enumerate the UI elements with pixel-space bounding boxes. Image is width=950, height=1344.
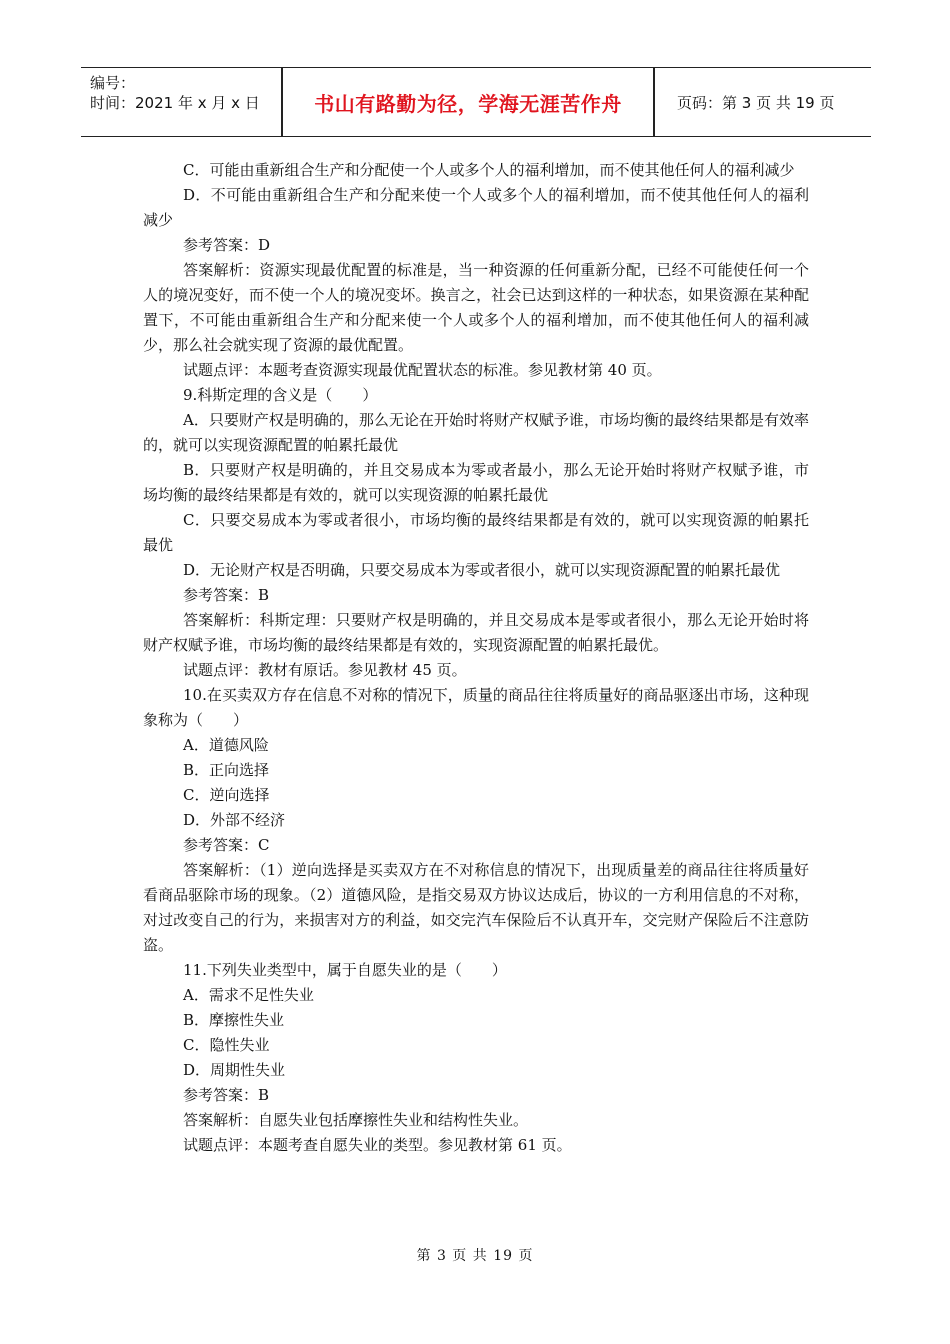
document-date: 时间：2021 年 x 月 x 日 <box>90 94 260 112</box>
header-page-code <box>665 68 871 136</box>
question-stem: 11.下列失业类型中，属于自愿失业的是（ ） <box>183 961 507 979</box>
answer-explanation: 答案解析：自愿失业包括摩擦性失业和结构性失业。 <box>183 1111 529 1129</box>
answer-explanation: 答案解析：（1）逆向选择是买卖双方在不对称信息的情况下，出现质量差的商品往往将质量好看商品驱除市场的现象。（2）道德风险，是指交易双方协议达成后，协议的一方利用信息的不对称，对过改变自己的行为，来损害对方的利益，如交完汽车保险后不认真开车，交完财产保险后不注意防盗。 <box>143 861 809 954</box>
document-body <box>143 158 809 1158</box>
document-header <box>81 67 871 137</box>
page-code-text: 页码：第 3 页 共 19 页 <box>677 93 835 112</box>
option-text: A．只要财产权是明确的，那么无论在开始时将财产权赋予谁，市场均衡的最终结果都是有效率的，就可以实现资源配置的帕累托最优 <box>143 411 809 454</box>
question-stem: 10.在买卖双方存在信息不对称的情况下，质量的商品往往将质量好的商品驱逐出市场，这种现象称为（ ） <box>143 686 809 729</box>
option-text: A．道德风险 <box>183 736 269 754</box>
option-text: B．摩擦性失业 <box>183 1011 285 1029</box>
option-text: D．不可能由重新组合生产和分配来使一个人或多个人的福利增加，而不使其他任何人的福利减少 <box>143 186 809 229</box>
option-text: D．周期性失业 <box>183 1061 286 1079</box>
question-comment: 试题点评：本题考查自愿失业的类型。参见教材第 61 页。 <box>183 1136 572 1154</box>
option-text: B．只要财产权是明确的，并且交易成本为零或者最小，那么无论开始时将财产权赋予谁，市场均衡的最终结果都是有效的，就可以实现资源的帕累托最优 <box>143 461 809 504</box>
answer-explanation: 答案解析：资源实现最优配置的标准是，当一种资源的任何重新分配，已经不可能使任何一个人的境况变好，而不使一个人的境况变坏。换言之，社会已达到这样的一种状态，如果资源在某种配置下，不可能由重新组合生产和分配来使一个人或多个人的福利增加，而不使其他任何人的福利减少，那么社会就实现了资源的最优配置。 <box>143 261 809 354</box>
option-text: A．需求不足性失业 <box>183 986 314 1004</box>
page-footer: 第 3 页 共 19 页 <box>416 1248 534 1264</box>
header-motto: 书山有路勤为径，学海无涯苦作舟 <box>314 91 622 116</box>
header-divider <box>653 68 655 136</box>
reference-answer: 参考答案：B <box>183 1086 270 1104</box>
option-text: D．无论财产权是否明确，只要交易成本为零或者很小，就可以实现资源配置的帕累托最优 <box>183 561 781 579</box>
question-stem: 9.科斯定理的含义是（ ） <box>183 386 378 404</box>
option-text: B．正向选择 <box>183 761 270 779</box>
reference-answer: 参考答案：B <box>183 586 270 604</box>
answer-explanation: 答案解析：科斯定理：只要财产权是明确的，并且交易成本是零或者很小，那么无论开始时将财产权赋予谁，市场均衡的最终结果都是有效的，实现资源配置的帕累托最优。 <box>143 611 809 654</box>
option-text: D．外部不经济 <box>183 811 286 829</box>
reference-answer: 参考答案：D <box>183 236 271 254</box>
reference-answer: 参考答案：C <box>183 836 270 854</box>
option-text: C．隐性失业 <box>183 1036 270 1054</box>
question-comment: 试题点评：教材有原话。参见教材 45 页。 <box>183 661 467 679</box>
option-text: C．只要交易成本为零或者很小，市场均衡的最终结果都是有效的，就可以实现资源的帕累托最优 <box>143 511 809 554</box>
header-meta-cell <box>81 68 281 136</box>
option-text: C．逆向选择 <box>183 786 270 804</box>
question-comment: 试题点评：本题考查资源实现最优配置状态的标准。参见教材第 40 页。 <box>183 361 662 379</box>
option-text: C．可能由重新组合生产和分配使一个人或多个人的福利增加，而不使其他任何人的福利减少 <box>183 161 795 179</box>
document-number-label: 编号： <box>90 74 136 92</box>
